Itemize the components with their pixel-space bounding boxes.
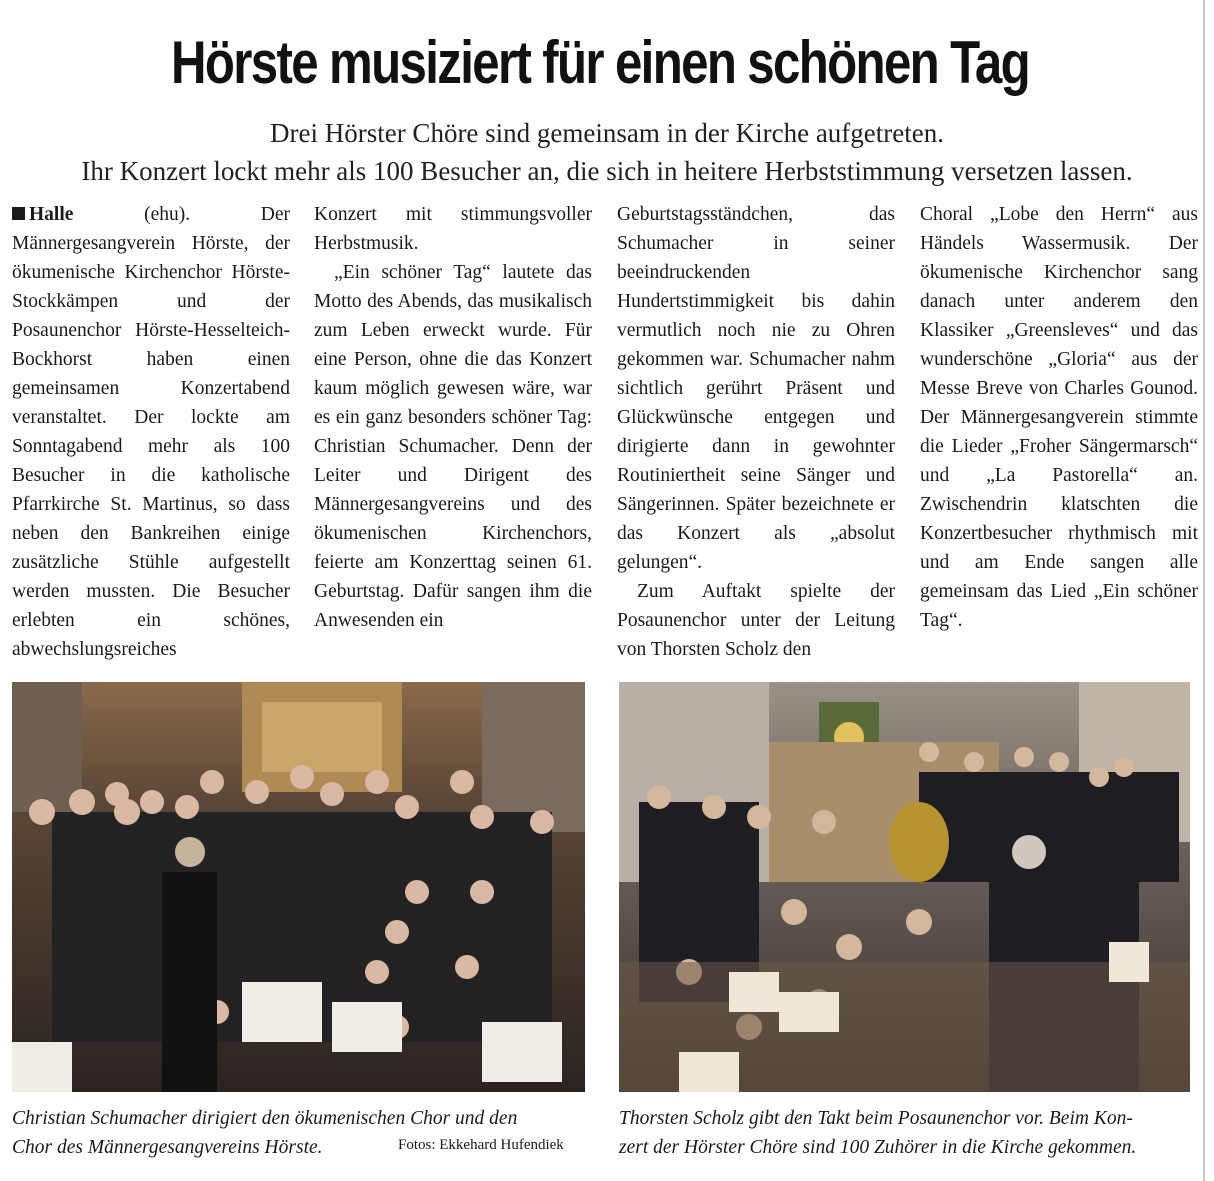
photo-brass-band: [619, 682, 1190, 1092]
article-column-2: [314, 200, 592, 635]
left-caption-line-1: Christian Schumacher dirigiert den ökumenischen Chor und den: [12, 1108, 518, 1129]
column-2-paragraph-2: „Ein schöner Tag“ lautete das Motto des Abends, das musikalisch zum Leben erweckt wurde. Für eine Person, ohne die das Konzert kaum möglich gewesen wäre, war es ein ganz besonders schöner Tag: Christian Schumacher. Denn der Leiter und Dirigent des Männergesangvereins und des ökumenischen Kirchenchors, feierte am Konzerttag seinen 61. Geburtstag. Dafür sangen ihm die Anwesenden ein: [314, 262, 592, 631]
article-column-3: [617, 200, 895, 664]
subheadline-2: Ihr Konzert lockt mehr als 100 Besucher an, die sich in heitere Herbststimmung versetzen lassen.: [81, 156, 1133, 186]
column-4-text: Choral „Lobe den Herrn“ aus Händels Wassermusik. Der ökumenische Kirchenchor sang danach unter anderem den Klassiker „Greensleves“ und das wunderschöne „Gloria“ aus der Messe Breve von Charles Gounod. Der Männergesangverein stimmte die Lieder „Froher Sängermarsch“ und „La Pastorella“ an. Zwischendrin klatschten die Konzertbesucher rhythmisch mit und am Ende sangen alle gemeinsam das Lied „Ein schöner Tag“.: [920, 204, 1198, 631]
article-column-4: [920, 200, 1198, 635]
bullet-square-icon: [12, 207, 25, 220]
left-caption-line-2: Chor des Männergesangvereins Hörste.: [12, 1137, 323, 1158]
right-caption-line-1: Thorsten Scholz gibt den Takt beim Posaunenchor vor. Beim Kon-: [619, 1108, 1133, 1129]
column-3-paragraph-2: Zum Auftakt spielte der Posaunenchor unter der Leitung von Thorsten Scholz den: [617, 581, 895, 660]
column-1-text: (ehu). Der Männergesangverein Hörste, der ökumenische Kirchenchor Hörste-Stockkämpen und der Posaunenchor Hörste-Hesselteich-Bockhorst haben einen gemeinsamen Konzertabend veranstaltet. Der lockte am Sonntagabend mehr als 100 Besucher in die katholische Pfarrkirche St. Martinus, so dass neben den Bankreihen einige zusätzliche Stühle aufgestellt werden mussten. Die Besucher erlebten ein schönes, abwechslungsreiches: [12, 204, 290, 660]
column-3-paragraph-1: Geburtstagsständchen, das Schumacher in seiner beeindruckenden Hundertstimmigkeit bis dahin vermutlich noch nie zu Ohren gekommen war. Schumacher nahm sichtlich gerührt Präsent und Glückwünsche entgegen und dirigierte dann in gewohnter Routiniertheit seine Sänger und Sängerinnen. Später bezeichnete er das Konzert als „absolut gelungen“.: [617, 204, 895, 573]
right-caption-line-2: zert der Hörster Chöre sind 100 Zuhörer in die Kirche gekommen.: [619, 1137, 1137, 1158]
photo-choir: [12, 682, 585, 1092]
page-edge-divider: [1203, 0, 1205, 1181]
subheadline-1: Drei Hörster Chöre sind gemeinsam in der Kirche aufgetreten.: [269, 118, 944, 148]
photo-credit: Fotos: Ekkehard Hufendiek: [398, 1137, 564, 1153]
right-photo-caption: [619, 1104, 1199, 1162]
article-column-1: [12, 200, 290, 664]
headline: Hörste musiziert für einen schönen Tag: [170, 29, 1030, 96]
dateline-location: Halle: [29, 204, 74, 225]
column-2-paragraph-1: Konzert mit stimmungsvoller Herbstmusik.: [314, 204, 592, 254]
